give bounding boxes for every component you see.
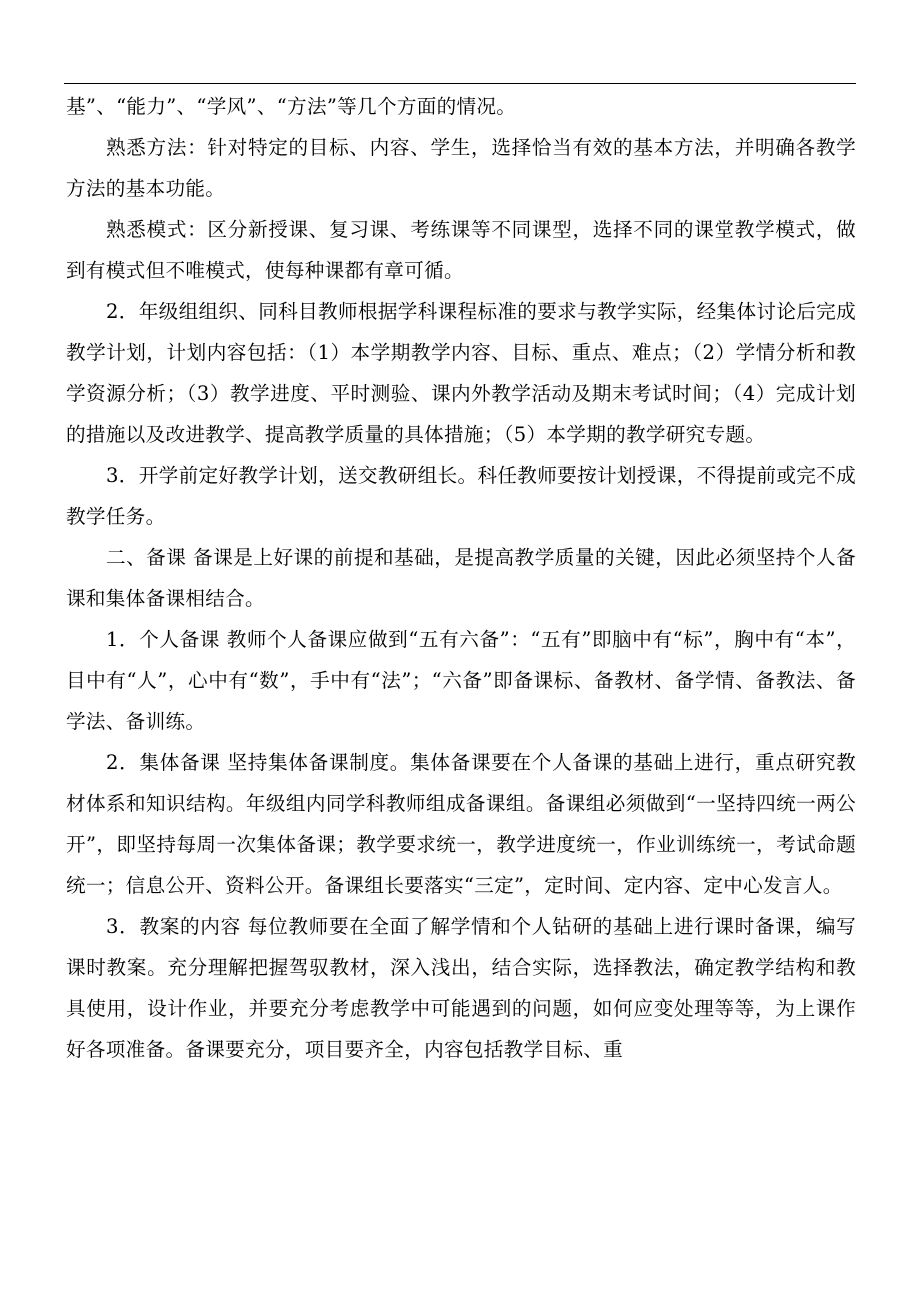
paragraph-plan-submission: 3．开学前定好教学计划，送交教研组长。科任教师要按计划授课，不得提前或完不成教学任务。 bbox=[66, 464, 856, 528]
header-rule bbox=[64, 83, 856, 84]
paragraph-continuation: 基”、“能力”、“学风”、“方法”等几个方面的情况。 bbox=[66, 95, 517, 118]
paragraph-familiar-methods: 熟悉方法：针对特定的目标、内容、学生，选择恰当有效的基本方法，并明确各教学方法的基本功能。 bbox=[66, 136, 856, 200]
paragraph-lesson-preparation: 二、备课 备课是上好课的前提和基础，是提高教学质量的关键，因此必须坚持个人备课和集体备课相结合。 bbox=[66, 546, 856, 610]
document-body bbox=[66, 86, 856, 1070]
paragraph-lesson-plan-content: 3．教案的内容 每位教师要在全面了解学情和个人钻研的基础上进行课时备课，编写课时教案。充分理解把握驾驭教材，深入浅出，结合实际，选择教法，确定教学结构和教具使用，设计作业，并要充分考虑教学中可能遇到的问题，如何应变处理等等，为上课作好各项准备。备课要充分，项目要齐全，内容包括教学目标、重 bbox=[66, 915, 856, 1061]
paragraph-familiar-modes: 熟悉模式：区分新授课、复习课、考练课等不同课型，选择不同的课堂教学模式，做到有模式但不唯模式，使每种课都有章可循。 bbox=[66, 218, 856, 282]
paragraph-individual-preparation: 1．个人备课 教师个人备课应做到“五有六备”：“五有”即脑中有“标”，胸中有“本”，目中有“人”，心中有“数”，手中有“法”；“六备”即备课标、备教材、备学情、备教法、备学法、备训练。 bbox=[66, 628, 856, 733]
paragraph-collective-preparation: 2．集体备课 坚持集体备课制度。集体备课要在个人备课的基础上进行，重点研究教材体系和知识结构。年级组内同学科教师组成备课组。备课组必须做到“一坚持四统一两公开”，即坚持每周一次集体备课；教学要求统一，教学进度统一，作业训练统一，考试命题统一；信息公开、资料公开。备课组长要落实“三定”，定时间、定内容、定中心发言人。 bbox=[66, 751, 856, 897]
paragraph-teaching-plan: 2．年级组组织、同科目教师根据学科课程标准的要求与教学实际，经集体讨论后完成教学计划，计划内容包括：（1）本学期教学内容、目标、重点、难点；（2）学情分析和教学资源分析；（3）教学进度、平时测验、课内外教学活动及期末考试时间；（4）完成计划的措施以及改进教学、提高教学质量的具体措施；（5）本学期的教学研究专题。 bbox=[66, 300, 856, 446]
